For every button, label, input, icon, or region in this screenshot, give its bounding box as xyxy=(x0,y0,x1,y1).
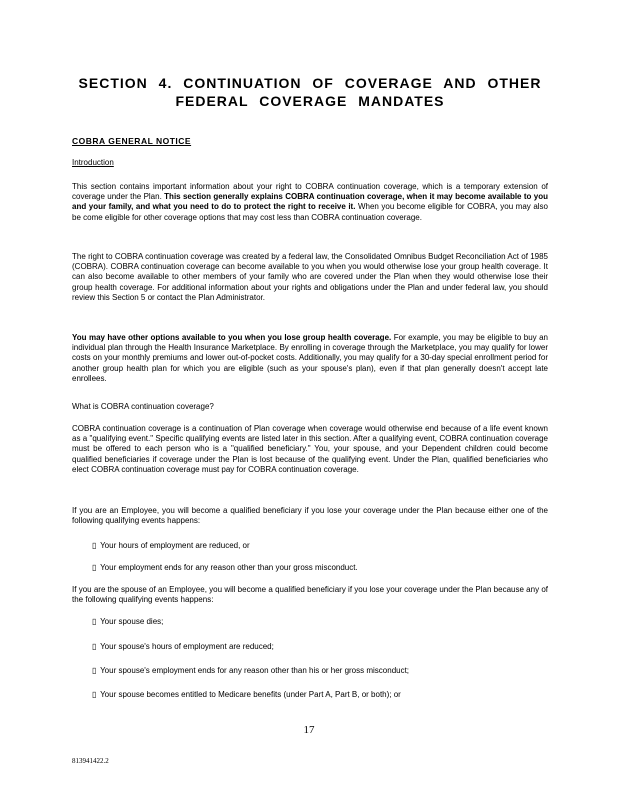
document-id: 813941422.2 xyxy=(72,757,109,765)
bullet-icon: ▯ xyxy=(92,642,97,651)
intro-paragraph xyxy=(72,182,548,223)
bullet-icon: ▯ xyxy=(92,666,97,675)
section-title-line-1: SECTION 4. CONTINUATION OF COVERAGE AND OTHER xyxy=(78,75,542,91)
list-item-text: Your spouse dies; xyxy=(100,617,164,626)
list-item xyxy=(92,541,552,551)
spouse-qualifying-paragraph: If you are the spouse of an Employee, you will become a qualified beneficiary if you lose your coverage under the Plan because any of the following qualifying events happens: xyxy=(72,585,548,605)
list-item-text: Your spouse's hours of employment are reduced; xyxy=(100,642,274,651)
intro-paragraph-bold: This section generally explains COBRA continuation coverage, when it may become available to you and your family, and what you need to do to protect the right to receive it. xyxy=(72,192,548,212)
bullet-icon: ▯ xyxy=(92,617,97,626)
list-item xyxy=(92,617,552,627)
employee-qualifying-paragraph: If you are an Employee, you will become a qualified beneficiary if you lose your coverage under the Plan because either one of the following qualifying events happens: xyxy=(72,506,548,526)
other-options-bold: You may have other options available to you when you lose group health coverage. xyxy=(72,333,392,342)
intro-paragraph-text-1: This section contains important information about your right to COBRA continuation coverage, which is a temporary extension of coverage under the Plan. xyxy=(72,182,548,202)
list-item-text: Your spouse becomes entitled to Medicare benefits (under Part A, Part B, or both); or xyxy=(100,690,401,699)
bullet-icon: ▯ xyxy=(92,690,97,699)
list-item xyxy=(92,642,552,652)
other-options-paragraph xyxy=(72,333,548,384)
page-number: 17 xyxy=(303,724,315,736)
intro-paragraph-text-2: When you become eligible for COBRA, you may also be come eligible for other coverage options that may cost less than COBRA continuation coverage. xyxy=(72,202,548,222)
introduction-heading: Introduction xyxy=(72,158,114,167)
notice-heading: COBRA GENERAL NOTICE xyxy=(72,136,192,146)
list-item xyxy=(92,666,552,676)
bullet-icon: ▯ xyxy=(92,563,97,572)
list-item-text: Your employment ends for any reason other than your gross misconduct. xyxy=(100,563,358,572)
other-options-text: For example, you may be eligible to buy an individual plan through the Health Insurance Marketplace. By enrolling in coverage through the Marketplace, you may qualify for lower costs on your monthly premiums and lower out-of-pocket costs. Additionally, you may qualify for a 30-day special enrollment period for another group health plan for which you are eligible (such as your spouse's plan), even if that plan generally doesn't accept late enrollees. xyxy=(72,333,548,383)
bullet-icon: ▯ xyxy=(92,541,97,550)
question-heading: What is COBRA continuation coverage? xyxy=(72,402,214,411)
cobra-law-paragraph: The right to COBRA continuation coverage was created by a federal law, the Consolidated Omnibus Budget Reconciliation Act of 1985 (COBRA). COBRA continuation coverage can become available to you when you would otherwise lose your group health coverage. It can also become available to other members of your family who are covered under the Plan when they would otherwise lose their group health coverage. For additional information about your rights and obligations under the Plan and under federal law, you should review this Section 5 or contact the Plan Administrator. xyxy=(72,252,548,302)
continuation-definition-paragraph: COBRA continuation coverage is a continuation of Plan coverage when coverage would otherwise end because of a life event known as a "qualifying event." Specific qualifying events are listed later in this section. After a qualifying event, COBRA continuation coverage must be offered to each person who is a "qualified beneficiary." You, your spouse, and your Dependent children could become qualified beneficiaries if coverage under the Plan is lost because of the qualifying event. Under the Plan, qualified beneficiaries who elect COBRA continuation coverage must pay for COBRA continuation coverage. xyxy=(72,424,548,474)
section-title xyxy=(60,74,560,110)
list-item xyxy=(92,563,552,573)
section-title-line-2: FEDERAL COVERAGE MANDATES xyxy=(175,93,445,109)
list-item-text: Your hours of employment are reduced, or xyxy=(100,541,250,550)
list-item-text: Your spouse's employment ends for any reason other than his or her gross misconduct; xyxy=(100,666,410,675)
list-item xyxy=(92,690,552,700)
